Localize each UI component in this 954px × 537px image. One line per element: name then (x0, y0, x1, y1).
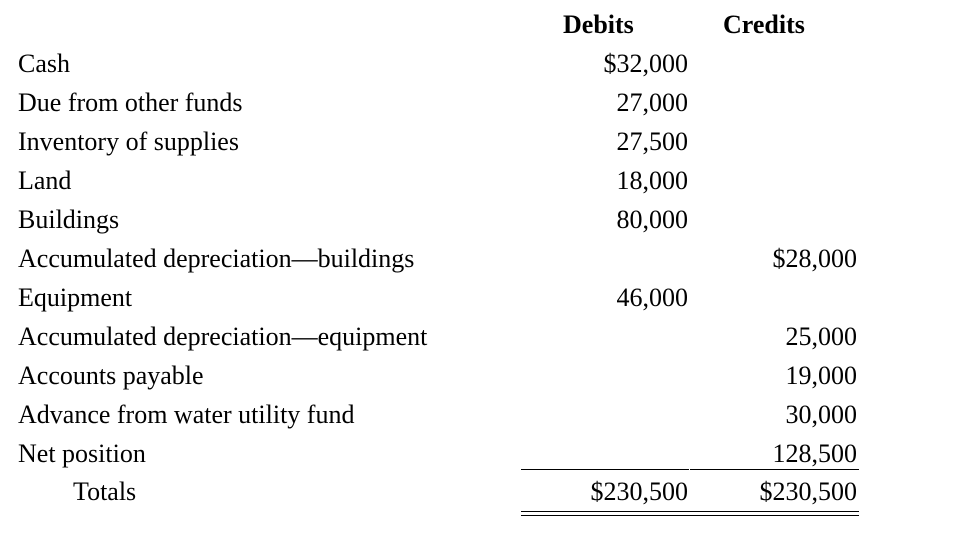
credit-amount: $28,000 (772, 244, 857, 273)
credit-amount: 30,000 (785, 400, 857, 429)
table-row (0, 278, 954, 317)
table-row (0, 44, 954, 83)
account-name: Accumulated depreciation—equipment (18, 322, 428, 351)
table-row (0, 83, 954, 122)
account-name: Buildings (18, 205, 120, 234)
total-debits: $230,500 (590, 477, 688, 506)
debit-amount: 27,000 (616, 88, 688, 117)
credits-header: Credits (723, 10, 805, 39)
account-name: Accumulated depreciation—buildings (18, 244, 415, 273)
table-row (0, 317, 954, 356)
account-name: Inventory of supplies (18, 127, 239, 156)
account-name: Due from other funds (18, 88, 243, 117)
subtotal-rule-debit (521, 469, 689, 470)
debit-amount: 18,000 (616, 166, 688, 195)
credit-amount: 19,000 (785, 361, 857, 390)
subtotal-rule-credit (690, 469, 859, 470)
credit-amount: 25,000 (785, 322, 857, 351)
table-row (0, 434, 954, 473)
double-underline-top (521, 511, 859, 512)
debits-header: Debits (563, 10, 634, 39)
table-row (0, 356, 954, 395)
table-row (0, 395, 954, 434)
debit-amount: 80,000 (616, 205, 688, 234)
account-name: Equipment (18, 283, 133, 312)
table-row (0, 239, 954, 278)
account-name: Land (18, 166, 72, 195)
table-row (0, 200, 954, 239)
total-credits: $230,500 (759, 477, 857, 506)
account-name: Accounts payable (18, 361, 204, 390)
credit-amount: 128,500 (772, 439, 857, 468)
account-name: Advance from water utility fund (18, 400, 355, 429)
debit-amount: 27,500 (616, 127, 688, 156)
account-name: Cash (18, 49, 70, 78)
totals-label: Totals (73, 477, 137, 506)
account-name: Net position (18, 439, 146, 468)
table-row (0, 122, 954, 161)
debit-amount: $32,000 (603, 49, 688, 78)
totals-row (0, 472, 954, 511)
table-row (0, 161, 954, 200)
double-underline-bottom (521, 515, 859, 516)
debit-amount: 46,000 (616, 283, 688, 312)
